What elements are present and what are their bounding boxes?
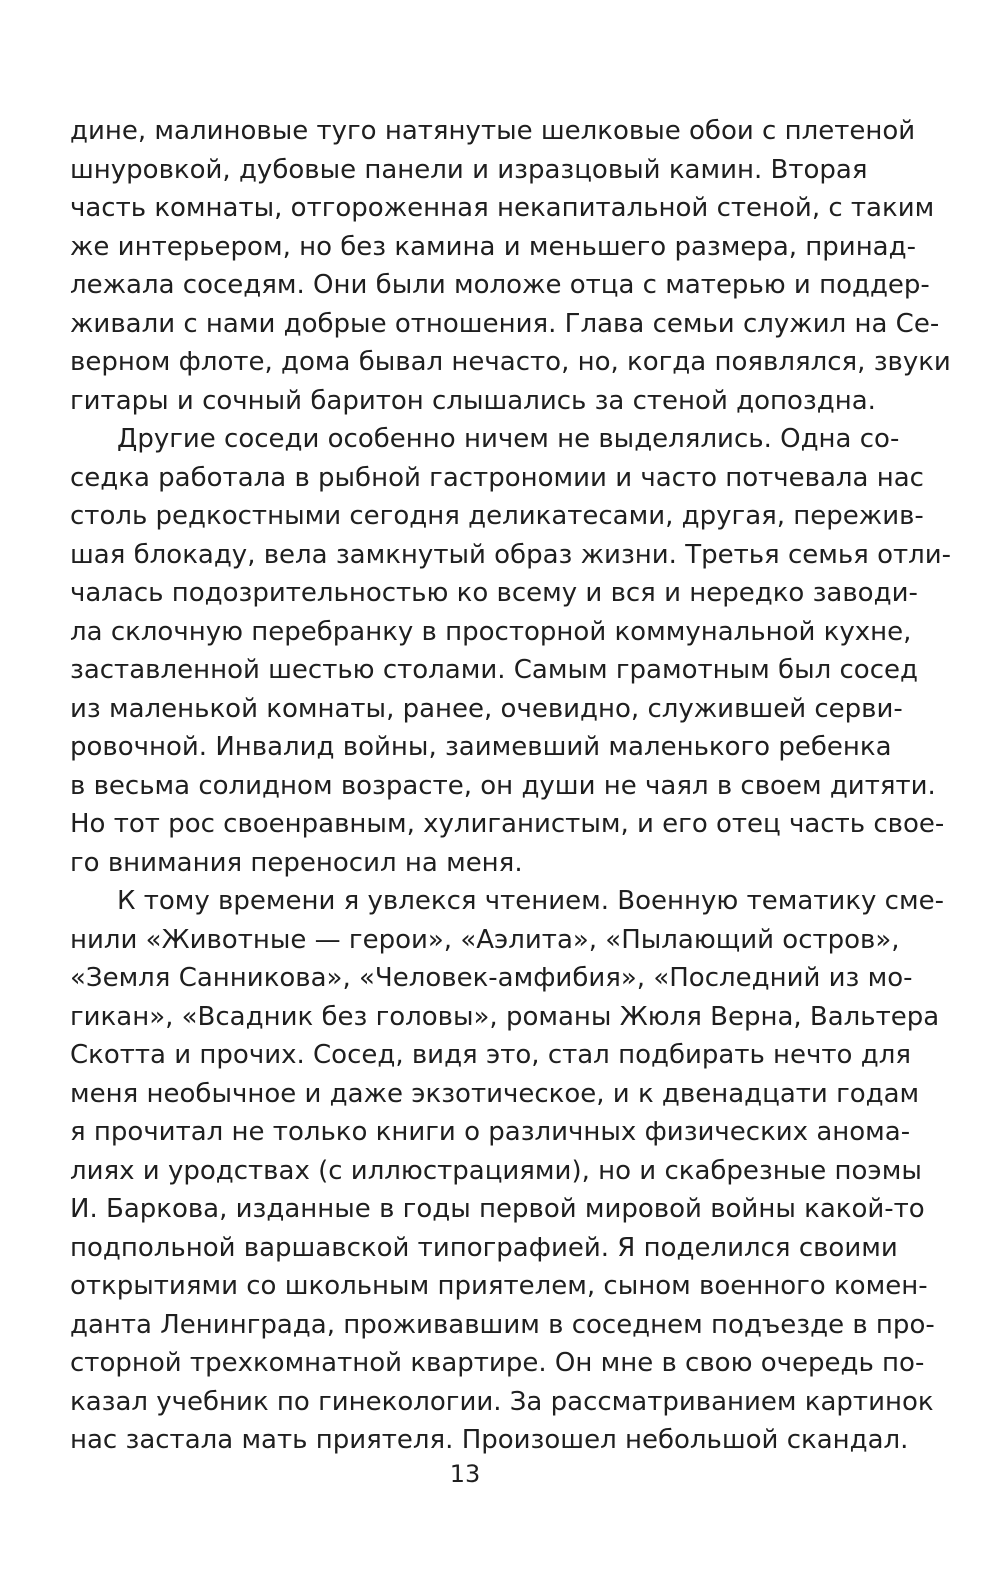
text-line: нили «Животные — герои», «Аэлита», «Пылающий остров»,	[70, 924, 900, 955]
text-line: сторной трехкомнатной квартире. Он мне в свою очередь по-	[70, 1348, 925, 1378]
text-line: Скотта и прочих. Сосед, видя это, стал подбирать нечто для	[70, 1040, 911, 1070]
text-line: подпольной варшавской типографией. Я поделился своими	[70, 1232, 898, 1263]
text-line: лиях и уродствах (с иллюстрациями), но и скабрезные поэмы	[70, 1155, 922, 1186]
text-line: ровочной. Инвалид войны, заимевший маленького ребенка	[70, 732, 892, 762]
text-line: Другие соседи особенно ничем не выделялись. Одна со-	[117, 424, 900, 454]
text-line: меня необычное и даже экзотическое, и к двенадцати годам	[70, 1078, 920, 1109]
text-line: из маленькой комнаты, ранее, очевидно, служившей серви-	[70, 693, 903, 724]
text-line: открытиями со школьным приятелем, сыном военного комен-	[70, 1271, 928, 1301]
text-line: К тому времени я увлекся чтением. Военную тематику сме-	[117, 886, 944, 916]
text-line: столь редкостными сегодня деликатесами, другая, пережив-	[70, 501, 924, 531]
text-line: шнуровкой, дубовые панели и изразцовый камин. Вторая	[70, 154, 868, 185]
text-line: часть комнаты, отгороженная некапитальной стеной, с таким	[70, 193, 935, 223]
paragraph-2	[70, 420, 952, 882]
paragraph-3	[70, 882, 944, 1460]
text-line: живали с нами добрые отношения. Глава семьи служил на Се-	[70, 308, 940, 339]
text-line: заставленной шестью столами. Самым грамотным был сосед	[70, 655, 918, 685]
text-line: казал учебник по гинекологии. За рассматриванием картинок	[70, 1386, 934, 1417]
text-line: гитары и сочный баритон слышались за стеной допоздна.	[70, 385, 876, 416]
text-line: дине, малиновые туго натянутые шелковые обои с плетеной	[70, 116, 916, 146]
text-line: ла склочную перебранку в просторной коммунальной кухне,	[70, 616, 912, 647]
text-line: го внимания переносил на меня.	[70, 847, 523, 878]
text-line: нас застала мать приятеля. Произошел небольшой скандал.	[70, 1425, 909, 1455]
text-line: И. Баркова, изданные в годы первой мировой войны какой-то	[70, 1194, 925, 1224]
text-line: верном флоте, дома бывал нечасто, но, когда появлялся, звуки	[70, 347, 951, 377]
text-line: же интерьером, но без камина и меньшего размера, принад-	[70, 231, 916, 262]
book-page-text	[70, 112, 952, 1460]
text-line: шая блокаду, вела замкнутый образ жизни. Третья семья отли-	[70, 539, 952, 570]
text-line: я прочитал не только книги о различных физических анома-	[70, 1117, 911, 1147]
text-line: данта Ленинграда, проживавшим в соседнем подъезде в про-	[70, 1309, 935, 1340]
text-line: в весьма солидном возрасте, он души не чаял в своем дитяти.	[70, 770, 936, 801]
text-line: Но тот рос своенравным, хулиганистым, и его отец часть свое-	[70, 809, 945, 839]
text-line: седка работала в рыбной гастрономии и часто потчевала нас	[70, 462, 924, 493]
paragraph-1	[70, 112, 951, 420]
text-line: «Земля Санникова», «Человек-амфибия», «Последний из мо-	[70, 963, 913, 993]
text-line: гикан», «Всадник без головы», романы Жюля Верна, Вальтера	[70, 1001, 940, 1032]
text-line: чалась подозрительностью ко всему и вся и нередко заводи-	[70, 578, 918, 608]
page-number: 13	[449, 1460, 481, 1488]
text-line: лежала соседям. Они были моложе отца с матерью и поддер-	[70, 270, 930, 300]
